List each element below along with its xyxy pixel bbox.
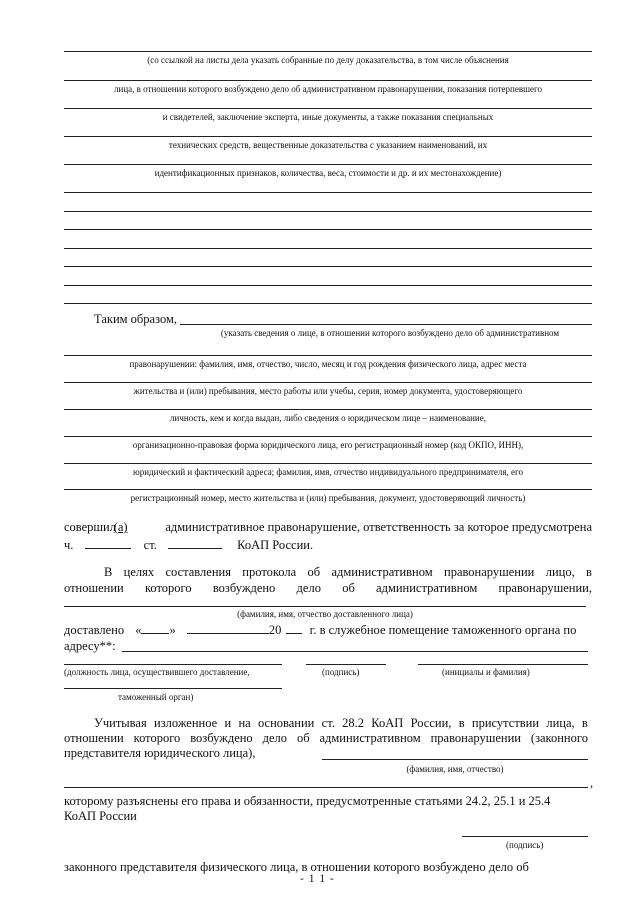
- evidence-caption-3: и свидетелей, заключение эксперта, иные документы, а также показания специальных: [162, 112, 494, 122]
- word: административном: [376, 581, 478, 595]
- delivered-place-text: г. в служебное помещение таможенного органа по: [309, 623, 577, 637]
- word: в: [458, 716, 465, 730]
- rights-signature-caption: (подпись): [506, 840, 544, 850]
- fill-line[interactable]: [64, 164, 592, 165]
- page-number: - 1 1 -: [300, 873, 335, 885]
- year-field[interactable]: [286, 622, 302, 634]
- rights-line-1: которому разъяснены его права и обязанности, предусмотренные статьями 24.2, 25.1 и 25.4: [64, 794, 551, 808]
- person-caption-5: организационно-правовая форма юридического лица, его регистрационный номер (код ОКПО, ИНН),: [132, 440, 524, 450]
- fio-caption: (фамилия, имя, отчество): [406, 764, 504, 774]
- initials-line[interactable]: [418, 664, 588, 665]
- fill-line[interactable]: [64, 463, 592, 464]
- evidence-caption-5: идентификационных признаков, количества, веса, стоимости и др. и их местонахождение): [154, 168, 502, 178]
- signature-caption: (подпись): [322, 667, 360, 677]
- word: дело: [262, 731, 288, 745]
- word: и: [224, 716, 232, 730]
- part-label: ч.: [64, 538, 74, 552]
- fill-line[interactable]: [64, 436, 592, 437]
- address-line[interactable]: [122, 651, 588, 652]
- representative-line[interactable]: [322, 759, 588, 760]
- gender-suffix: (а): [113, 520, 128, 534]
- position-line[interactable]: [64, 664, 282, 665]
- comma: ,: [590, 776, 594, 790]
- delivery-para-line-1: [104, 565, 592, 580]
- delivered-label: доставлено: [64, 623, 125, 637]
- word: присутствии: [471, 716, 540, 730]
- word: на: [238, 716, 251, 730]
- word: в: [581, 716, 588, 730]
- word: в: [586, 565, 592, 579]
- last-line: законного представителя физического лица, в отношении которого возбуждено дело об: [64, 860, 529, 874]
- delivered-name-line[interactable]: [64, 606, 586, 607]
- representative-line-2[interactable]: [64, 787, 588, 788]
- word: Учитывая: [94, 716, 147, 730]
- word: (законного: [530, 731, 588, 745]
- initials-caption: (инициалы и фамилия): [442, 667, 530, 677]
- evidence-caption-4: технических средств, вещественные доказательства с указанием наименований, их: [168, 140, 488, 150]
- delivered-date-line: [64, 622, 576, 638]
- person-fill-line[interactable]: [180, 324, 592, 325]
- word: протокола: [242, 565, 297, 579]
- word: России,: [410, 716, 452, 730]
- word: возбуждено: [190, 731, 253, 745]
- fill-line[interactable]: [64, 248, 592, 249]
- word: целях: [123, 565, 155, 579]
- delivered-name-caption: (фамилия, имя, отчество доставленного лица): [237, 609, 413, 619]
- rights-line-2: КоАП России: [64, 809, 137, 823]
- word: основании: [257, 716, 315, 730]
- explanation-line-1: [94, 716, 588, 731]
- position-line-2[interactable]: [64, 688, 282, 689]
- word: дело: [296, 581, 321, 595]
- word: правонарушении: [444, 565, 535, 579]
- word: В: [104, 565, 113, 579]
- rights-signature-line[interactable]: [462, 836, 588, 837]
- committed-line: [64, 520, 592, 535]
- explanation-line-2: [64, 731, 588, 746]
- article-label: ст.: [143, 538, 157, 552]
- evidence-caption-1: (со ссылкой на листы дела указать собранные по делу доказательства, в том числе объяснения: [147, 55, 509, 65]
- word: правонарушении,: [498, 581, 592, 595]
- word: возбуждено: [212, 581, 276, 595]
- part-field[interactable]: [85, 537, 131, 549]
- word: КоАП: [371, 716, 404, 730]
- word: ст.: [321, 716, 335, 730]
- word: составления: [165, 565, 231, 579]
- code-reference-line: [64, 537, 313, 553]
- fill-line[interactable]: [64, 355, 592, 356]
- committed-word: совершил: [64, 520, 116, 534]
- fill-line[interactable]: [64, 192, 592, 193]
- fill-line[interactable]: [64, 229, 592, 230]
- fill-line[interactable]: [64, 136, 592, 137]
- word: отношении: [64, 581, 124, 595]
- word: отношении: [64, 731, 124, 745]
- fill-line[interactable]: [64, 285, 592, 286]
- word: которого: [133, 731, 181, 745]
- year-prefix: 20: [268, 623, 282, 637]
- word: лицо,: [545, 565, 575, 579]
- word: правонарушении: [430, 731, 521, 745]
- signature-line[interactable]: [306, 664, 386, 665]
- article-field[interactable]: [168, 537, 222, 549]
- fill-line[interactable]: [64, 211, 592, 212]
- word: об: [342, 581, 355, 595]
- fill-line[interactable]: [64, 108, 592, 109]
- person-caption-6: юридический и фактический адреса; фамилия, имя, отчество индивидуального предпринимателя, его: [132, 467, 524, 477]
- fill-line[interactable]: [64, 80, 592, 81]
- thus-label: Таким образом,: [94, 312, 177, 326]
- address-label: адресу**:: [64, 639, 116, 653]
- fill-line[interactable]: [64, 51, 592, 52]
- committed-text: административное правонарушение, ответственность за которое предусмотрена: [165, 520, 592, 534]
- customs-caption: таможенный орган): [118, 692, 194, 702]
- word: административном: [319, 731, 421, 745]
- word: которого: [144, 581, 192, 595]
- explanation-line-3: представителя юридического лица),: [64, 746, 256, 760]
- person-caption-4: личность, кем и когда выдан, либо сведения о юридическом лице – наименование,: [170, 413, 486, 423]
- word: лица,: [546, 716, 575, 730]
- fill-line[interactable]: [64, 303, 592, 304]
- fill-line[interactable]: [64, 266, 592, 267]
- person-caption-1: (указать сведения о лице, в отношении которого возбуждено дело об административном: [220, 328, 560, 338]
- day-field[interactable]: [141, 622, 169, 634]
- person-caption-2: правонарушении: фамилия, имя, отчество, число, месяц и год рождения физического лица, адрес места: [129, 359, 527, 369]
- word: изложенное: [154, 716, 218, 730]
- delivery-para-line-2: [64, 581, 592, 596]
- word: об: [296, 731, 310, 745]
- fill-line[interactable]: [64, 409, 592, 410]
- word: 28.2: [342, 716, 365, 730]
- position-caption: (должность лица, осуществившего доставление,: [64, 667, 250, 677]
- code-label: КоАП России.: [237, 538, 314, 552]
- evidence-caption-2: лица, в отношении которого возбуждено дело об административном правонарушении, показания потерпевшего: [114, 84, 542, 94]
- month-field[interactable]: [187, 622, 269, 634]
- quote-close: »: [169, 623, 176, 637]
- quote-open: «: [135, 623, 142, 637]
- word: об: [307, 565, 321, 579]
- fill-line[interactable]: [64, 489, 592, 490]
- fill-line[interactable]: [64, 382, 592, 383]
- word: административном: [331, 565, 433, 579]
- person-caption-3: жительства и (или) пребывания, место работы или учебы, серия, номер документа, удостоверяющего: [133, 386, 523, 396]
- person-caption-7: регистрационный номер, место жительства и (или) пребывания, документ, удостоверяющий личность): [130, 493, 526, 503]
